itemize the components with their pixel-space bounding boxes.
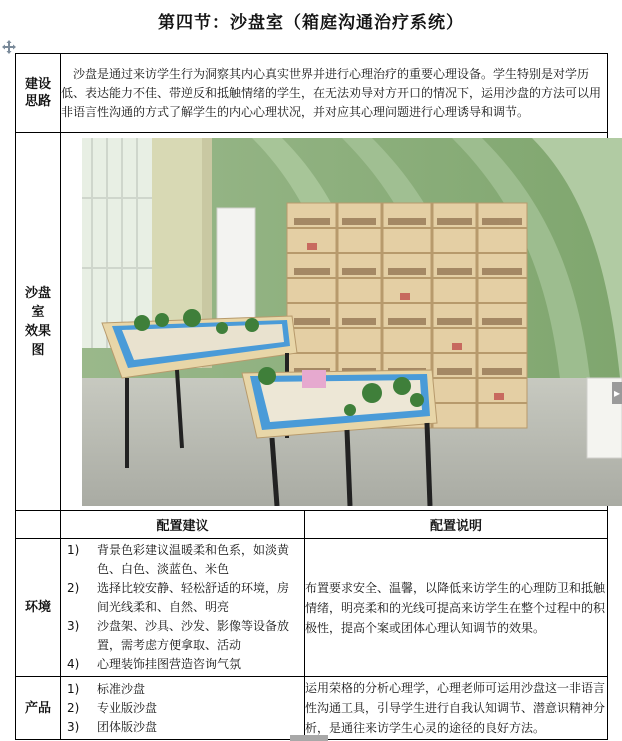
- list-item: 1) 标准沙盘: [67, 681, 146, 696]
- page-scroll-right-button[interactable]: [612, 382, 622, 404]
- list-item: 4) 心理装饰挂图营造咨询气氛: [67, 657, 242, 671]
- column-header-explain: 配置说明: [305, 511, 608, 539]
- list-item: 3) 沙盘架、沙具、沙发、影像等设备放置，需考虑方便拿取、活动: [67, 619, 290, 652]
- table-row: [16, 677, 608, 740]
- bottom-page-handle[interactable]: [290, 735, 328, 741]
- table-row: [16, 539, 608, 677]
- sandplay-room-photo-cell: [61, 133, 608, 511]
- list-item: 2) 选择比较安静、轻松舒适的环境，房间光线柔和、自然、明亮: [67, 581, 290, 614]
- list-item: 1) 背景色彩建议温暖柔和色系，如淡黄色、白色、淡蓝色、米色: [67, 543, 290, 576]
- sandplay-room-photo: [82, 138, 622, 506]
- table-move-handle-icon[interactable]: [2, 40, 16, 54]
- row-label-product: 产品: [16, 677, 61, 740]
- row-label-environment: 环境: [16, 539, 61, 677]
- environment-config-list: [61, 539, 304, 676]
- page-title: 第四节：沙盘室（箱庭沟通治疗系统）: [158, 13, 464, 33]
- list-item: 2) 专业版沙盘: [67, 700, 158, 715]
- content-table: [15, 53, 608, 740]
- idea-text: 沙盘是通过来访学生行为洞察其内心真实世界并进行心理治疗的重要心理设备。学生特别是对学历低、表达能力不佳、带逆反和抵触情绪的学生，在无法劝导对方开口的情况下，运用沙盘的方法可以用非语言性沟通的方式了解学生的内心心理状况，并对应其心理问题进行心理诱导和调节。: [61, 54, 608, 133]
- list-item: 3) 团体版沙盘: [67, 719, 158, 734]
- table-row: [16, 133, 608, 511]
- product-list: [61, 678, 304, 739]
- row-label-photo: 沙盘 室 效果 图: [16, 133, 61, 511]
- table-row: [16, 54, 608, 133]
- row-label-idea: 建设 思路: [16, 54, 61, 133]
- table-row: [16, 511, 608, 539]
- chevron-right-icon: ▸: [613, 386, 621, 400]
- environment-description: 布置要求安全、温馨，以降低来访学生的心理防卫和抵触情绪，明亮柔和的光线可提高来访学生在整个过程中的积极性，提高个案或团体心理认知调节的效果。: [305, 539, 608, 677]
- product-description: 运用荣格的分析心理学，心理老师可运用沙盘这一非语言性沟通工具，引导学生进行自我认知调节、潜意识精神分析，是通往来访学生心灵的途径的良好方法。: [305, 677, 608, 740]
- column-header-config: 配置建议: [61, 511, 305, 539]
